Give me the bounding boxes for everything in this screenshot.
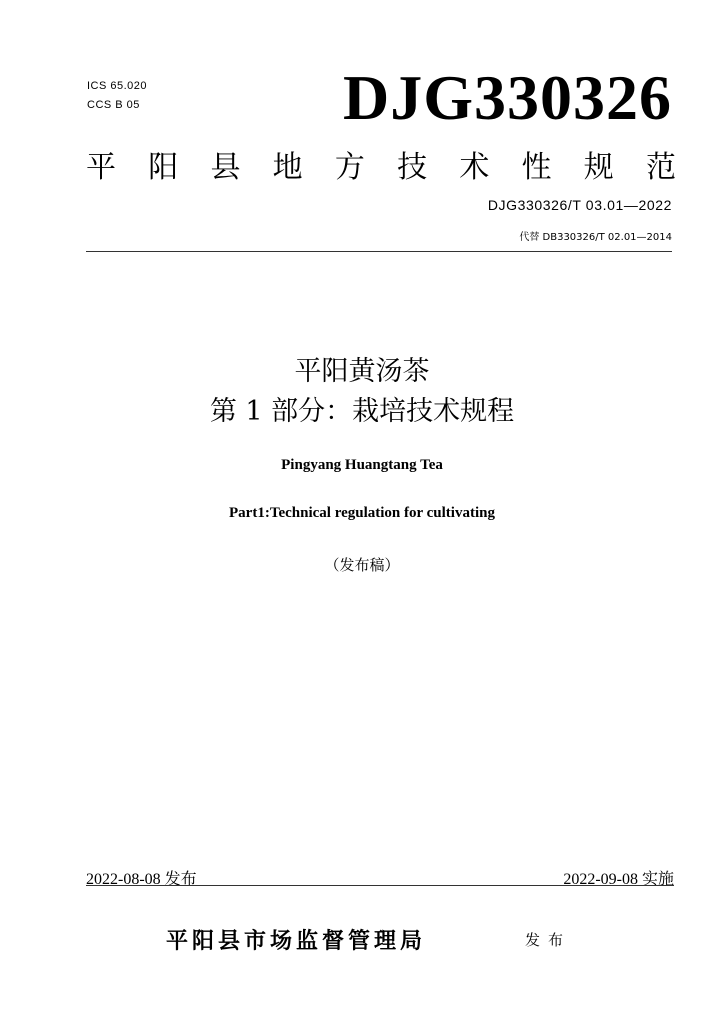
standard-number: DJG330326/T 03.01—2022 — [487, 197, 672, 213]
publish-date: 2022-08-08 发布 — [86, 871, 197, 888]
spec-title-char: 地 — [272, 150, 303, 185]
spec-title-char: 性 — [521, 150, 552, 185]
spec-title-char: 方 — [334, 150, 365, 185]
spec-title-char: 平 — [86, 150, 116, 185]
ics-code: ICS 65.020 — [87, 80, 148, 92]
issuing-authority: 平阳县市场监督管理局 — [166, 929, 427, 954]
spec-title-char: 阳 — [148, 150, 179, 185]
english-subtitle: Part1:Technical regulation for cultivating — [229, 505, 495, 521]
document-subtitle: 第 1 部分：栽培技术规程 — [209, 396, 515, 427]
english-title: Pingyang Huangtang Tea — [281, 457, 443, 473]
spec-title-char: 规 — [583, 150, 614, 185]
classification-codes — [87, 77, 147, 115]
spec-title-char: 术 — [459, 150, 490, 185]
draft-status: （发布稿） — [324, 556, 400, 574]
ccs-code: CCS B 05 — [87, 99, 140, 111]
spec-title — [86, 148, 676, 188]
implement-date: 2022-09-08 实施 — [563, 871, 674, 888]
header-divider — [86, 251, 672, 252]
spec-title-char: 范 — [645, 150, 676, 185]
standard-code-logo: DJG330326 — [343, 62, 672, 133]
issue-label: 发布 — [525, 931, 572, 949]
footer-divider — [86, 885, 674, 886]
spec-title-char: 技 — [397, 150, 428, 185]
replaces-standard: 代替 DB330326/T 02.01—2014 — [519, 232, 672, 243]
document-title: 平阳黄汤茶 — [294, 356, 430, 387]
spec-title-char: 县 — [210, 150, 241, 185]
